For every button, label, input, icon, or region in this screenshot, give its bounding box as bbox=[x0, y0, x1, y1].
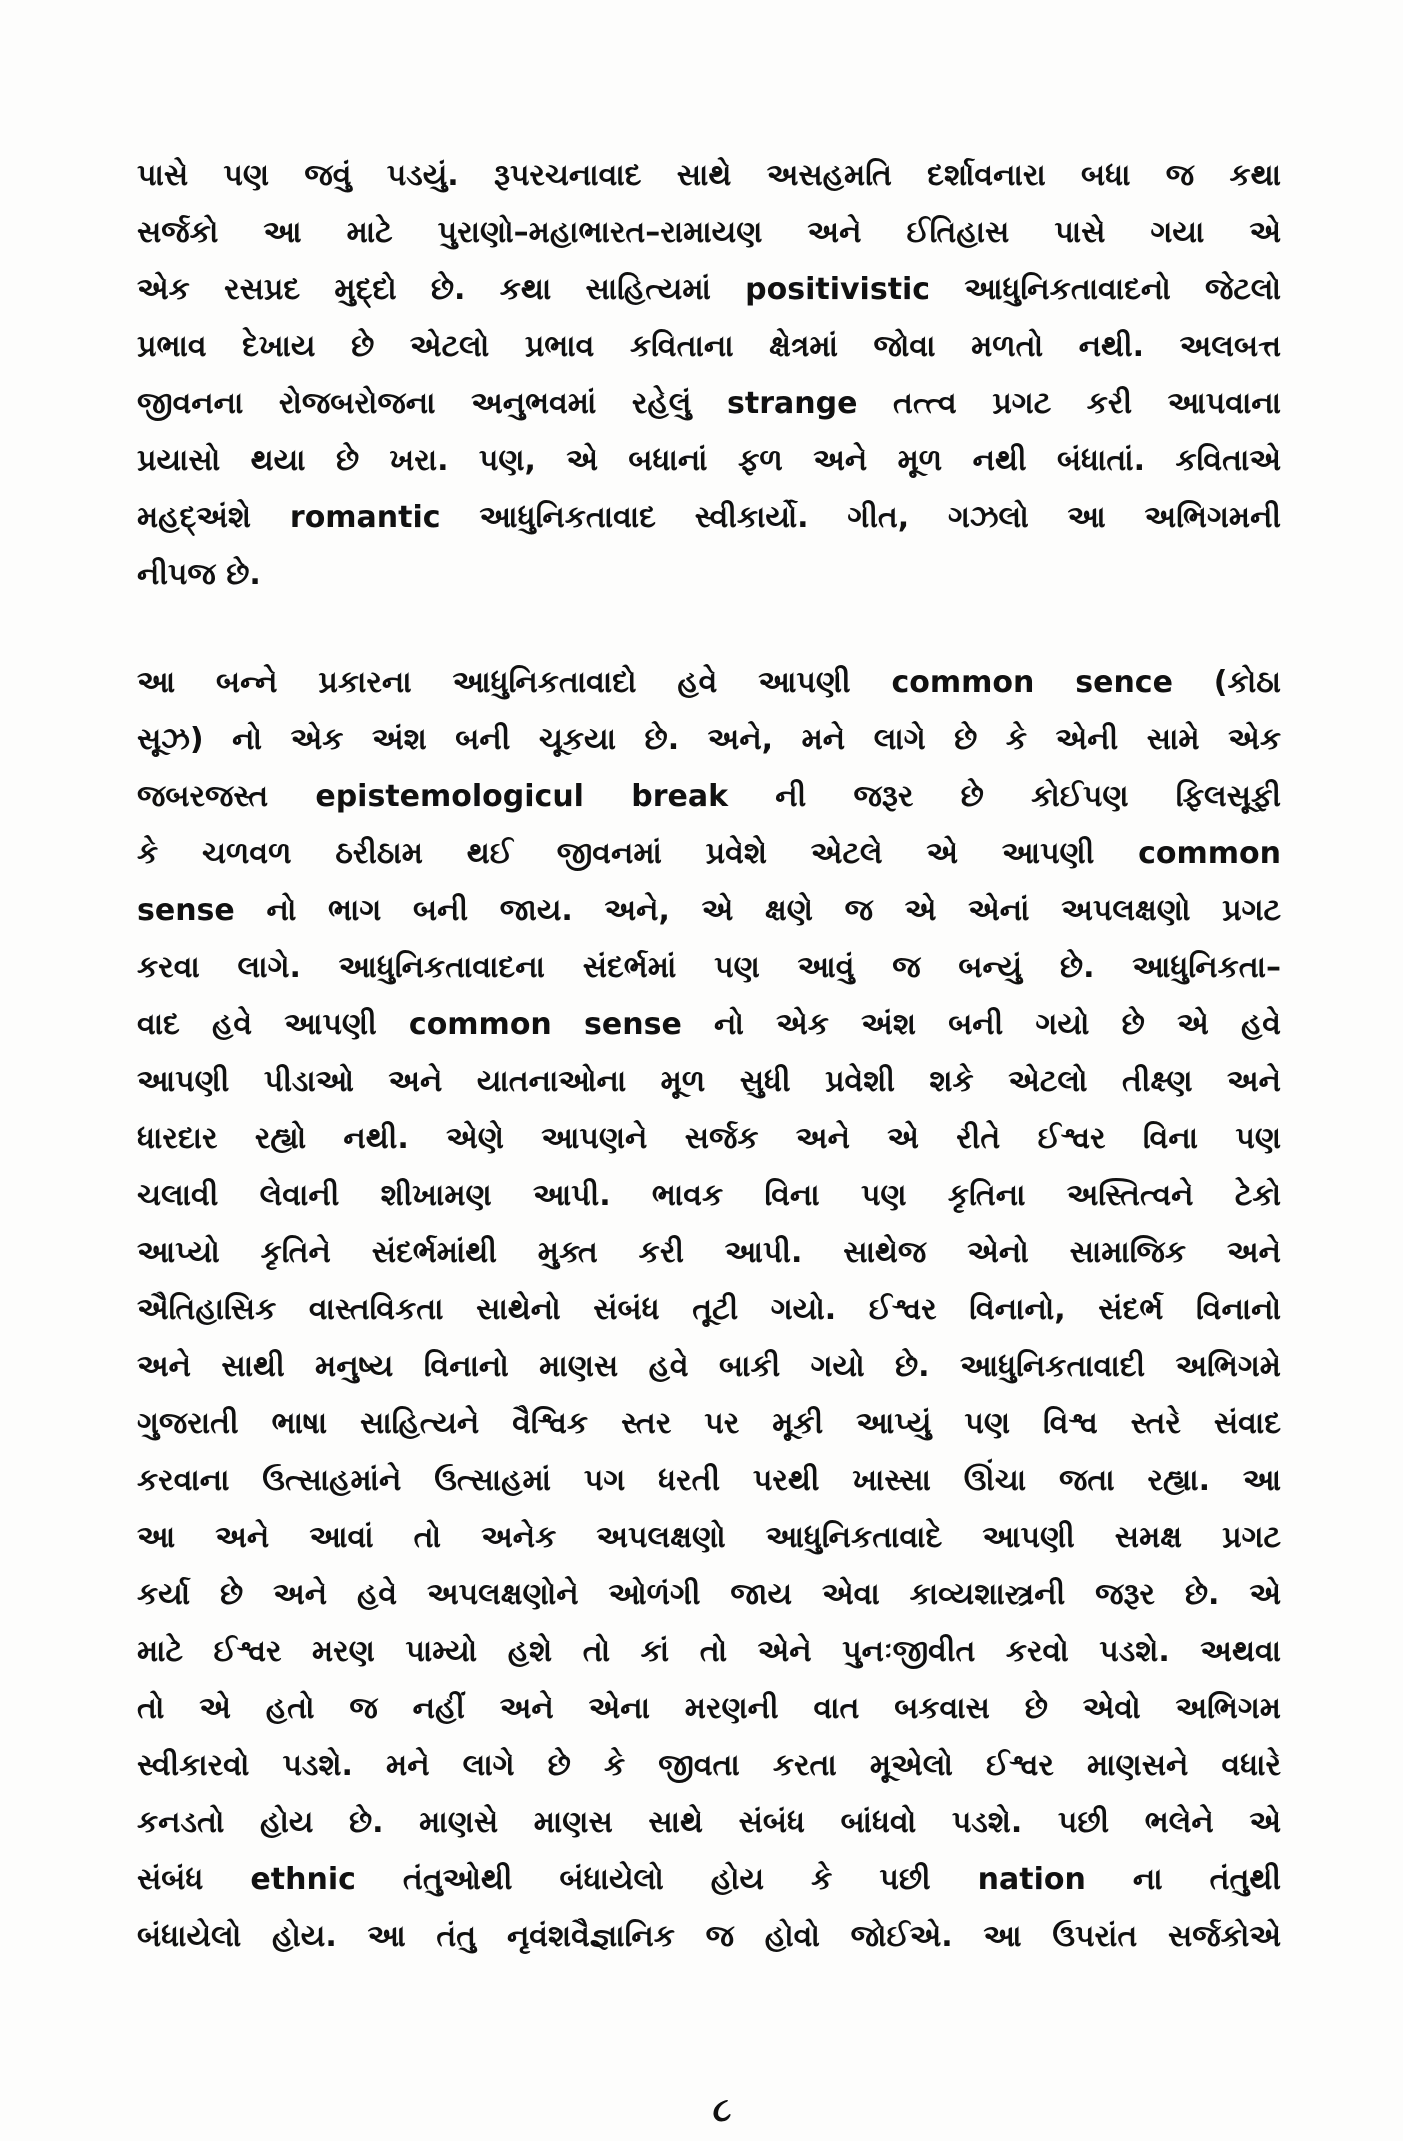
text-line: sense નો ભાગ બની જાય. અને, એ ક્ષણે જ એ એનાં અપલક્ષણો પ્રગટ bbox=[137, 893, 1281, 928]
text-line: પાસે પણ જવું પડયું. રૂપરચનાવાદ સાથે અસહમતિ દર્શાવનારા બધા જ કથા bbox=[137, 158, 1281, 193]
text-line: માટે ઈશ્વર મરણ પામ્યો હશે તો કાં તો એને પુનઃજીવીત કરવો પડશે. અથવા bbox=[137, 1634, 1281, 1669]
text-line: આ બન્ને પ્રકારના આધુનિકતાવાદો હવે આપણી common sence (કોઠા bbox=[137, 665, 1281, 700]
text-line: આપણી પીડાઓ અને યાતનાઓના મૂળ સુધી પ્રવેશી શકે એટલો તીક્ષ્ણ અને bbox=[137, 1064, 1281, 1099]
text-line: જબરજસ્ત epistemologicul break ની જરૂર છે કોઈપણ ફિલસૂફી bbox=[137, 779, 1281, 814]
text-line: અને સાથી મનુષ્ય વિનાનો માણસ હવે બાકી ગયો છે. આધુનિકતાવાદી અભિગમે bbox=[137, 1349, 1281, 1384]
text-line: સર્જકો આ માટે પુરાણો–મહાભારત–રામાયણ અને ઈતિહાસ પાસે ગયા એ bbox=[137, 215, 1281, 250]
text-line: પ્રયાસો થયા છે ખરા. પણ, એ બધાનાં ફળ અને મૂળ નથી બંધાતાં. કવિતાએ bbox=[137, 443, 1281, 478]
text-line: ધારદાર રહ્યો નથી. એણે આપણને સર્જક અને એ રીતે ઈશ્વર વિના પણ bbox=[137, 1121, 1281, 1156]
text-line: આ અને આવાં તો અનેક અપલક્ષણો આધુનિકતાવાદે આપણી સમક્ષ પ્રગટ bbox=[137, 1520, 1281, 1555]
text-line: ઐતિહાસિક વાસ્તવિકતા સાથેનો સંબંધ તૂટી ગયો. ઈશ્વર વિનાનો, સંદર્ભ વિનાનો bbox=[137, 1292, 1281, 1327]
paragraph-2 bbox=[137, 654, 1281, 1965]
text-line: જીવનના રોજબરોજના અનુભવમાં રહેલું strange તત્ત્વ પ્રગટ કરી આપવાના bbox=[137, 386, 1281, 421]
text-line: એક રસપ્રદ મુદ્દો છે. કથા સાહિત્યમાં positivistic આધુનિકતાવાદનો જેટલો bbox=[137, 272, 1281, 307]
text-line: કરવા લાગે. આધુનિકતાવાદના સંદર્ભમાં પણ આવું જ બન્યું છે. આધુનિકતા– bbox=[137, 950, 1281, 985]
text-line: કરવાના ઉત્સાહમાંને ઉત્સાહમાં પગ ધરતી પરથી ખાસ્સા ઊંચા જતા રહ્યા. આ bbox=[137, 1463, 1281, 1498]
text-line: સૂઝ) નો એક અંશ બની ચૂકયા છે. અને, મને લાગે છે કે એની સામે એક bbox=[137, 722, 1281, 757]
text-line: મહદ્અંશે romantic આધુનિકતાવાદ સ્વીકાર્યો. ગીત, ગઝલો આ અભિગમની bbox=[137, 500, 1281, 535]
text-line: તો એ હતો જ નહીં અને એના મરણની વાત બકવાસ છે એવો અભિગમ bbox=[137, 1691, 1281, 1726]
text-line: કે ચળવળ ઠરીઠામ થઈ જીવનમાં પ્રવેશે એટલે એ આપણી common bbox=[137, 836, 1281, 871]
text-line: સ્વીકારવો પડશે. મને લાગે છે કે જીવતા કરતા મૂએલો ઈશ્વર માણસને વધારે bbox=[137, 1748, 1281, 1783]
text-line: બંધાયેલો હોય. આ તંતુ નૃવંશવૈજ્ઞાનિક જ હોવો જોઈએ. આ ઉપરાંત સર્જકોએ bbox=[137, 1919, 1281, 1954]
text-line: વાદ હવે આપણી common sense નો એક અંશ બની ગયો છે એ હવે bbox=[137, 1007, 1281, 1042]
page-number: ૮ bbox=[712, 2090, 732, 2130]
text-line: ગુજરાતી ભાષા સાહિત્યને વૈશ્વિક સ્તર પર મૂકી આપ્યું પણ વિશ્વ સ્તરે સંવાદ bbox=[137, 1406, 1281, 1441]
text-line: નીપજ છે. bbox=[137, 557, 261, 592]
text-line: આપ્યો કૃતિને સંદર્ભમાંથી મુક્ત કરી આપી. સાથેજ એનો સામાજિક અને bbox=[137, 1235, 1281, 1270]
text-line: સંબંધ ethnic તંતુઓથી બંધાયેલો હોય કે પછી nation ના તંતુથી bbox=[137, 1862, 1281, 1897]
text-line: કનડતો હોય છે. માણસે માણસ સાથે સંબંધ બાંધવો પડશે. પછી ભલેને એ bbox=[137, 1805, 1281, 1840]
paragraph-1 bbox=[137, 147, 1281, 603]
text-line: પ્રભાવ દેખાય છે એટલો પ્રભાવ કવિતાના ક્ષેત્રમાં જોવા મળતો નથી. અલબત્ત bbox=[137, 329, 1281, 364]
text-line: કર્યા છે અને હવે અપલક્ષણોને ઓળંગી જાય એવા કાવ્યશાસ્ત્રની જરૂર છે. એ bbox=[137, 1577, 1281, 1612]
text-line: ચલાવી લેવાની શીખામણ આપી. ભાવક વિના પણ કૃતિના અસ્તિત્વને ટેકો bbox=[137, 1178, 1281, 1213]
